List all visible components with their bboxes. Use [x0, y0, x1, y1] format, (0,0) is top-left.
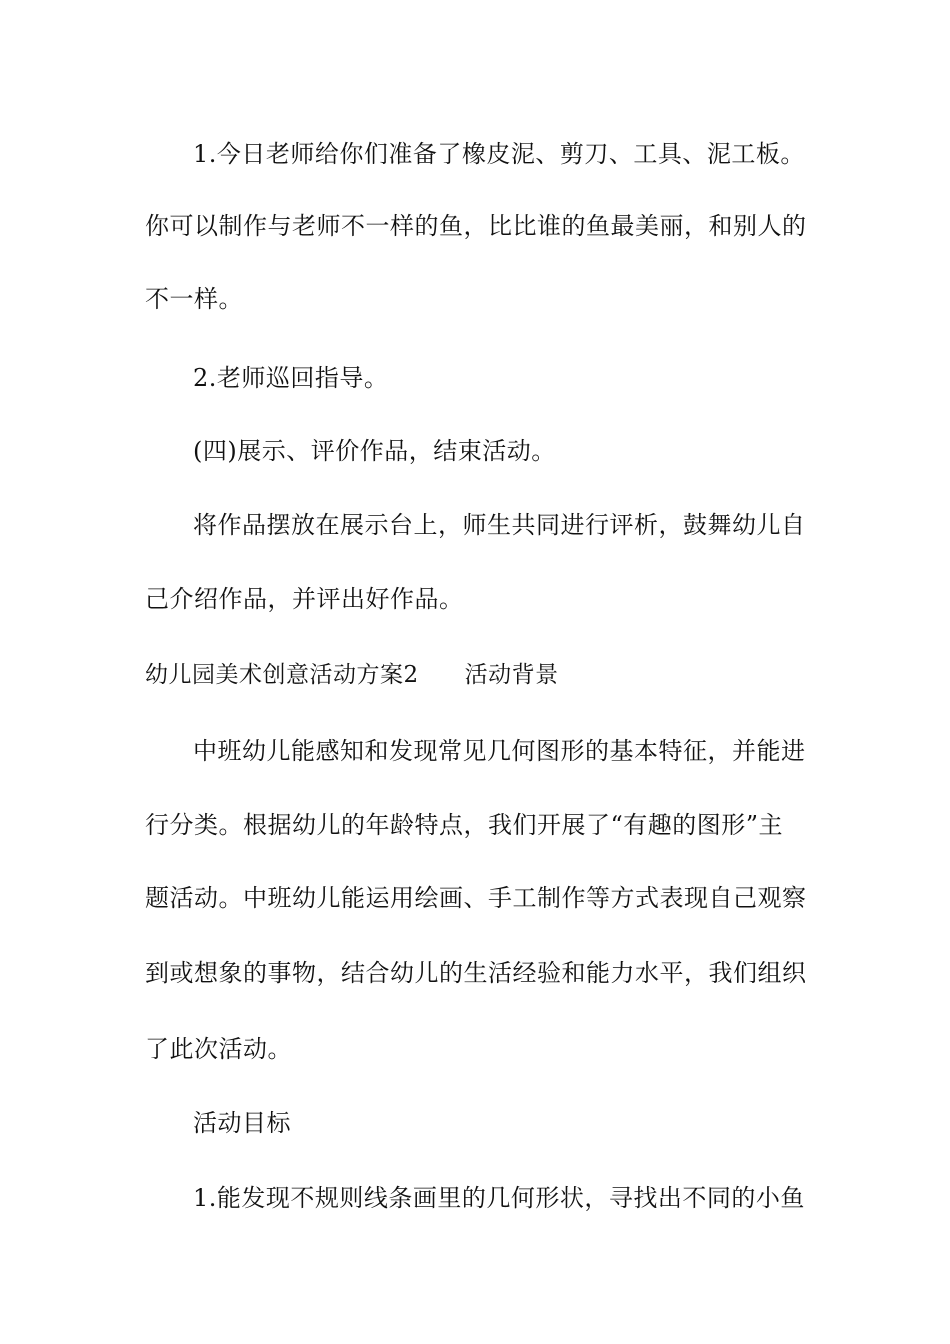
paragraph-line: 不一样。 — [145, 285, 243, 313]
paragraph-line: 你可以制作与老师不一样的鱼，比比谁的鱼最美丽，和别人的 — [145, 212, 807, 240]
section-heading: 活动目标 — [193, 1109, 291, 1137]
paragraph-line: 行分类。根据幼儿的年龄特点，我们开展了“有趣的图形”主 — [145, 811, 784, 839]
paragraph-line: 2.老师巡回指导。 — [193, 364, 389, 392]
paragraph-line: 中班幼儿能感知和发现常见几何图形的基本特征，并能进 — [193, 737, 806, 765]
paragraph-line: 己介绍作品，并评出好作品。 — [145, 585, 464, 613]
paragraph-line: 题活动。中班幼儿能运用绘画、手工制作等方式表现自己观察 — [145, 884, 807, 912]
section-heading: (四)展示、评价作品，结束活动。 — [193, 437, 556, 465]
paragraph-line: 到或想象的事物，结合幼儿的生活经验和能力水平，我们组织 — [145, 959, 807, 987]
paragraph-line: 将作品摆放在展示台上，师生共同进行评析，鼓舞幼儿自 — [193, 511, 806, 539]
paragraph-line: 了此次活动。 — [145, 1035, 292, 1063]
paragraph-line: 1.能发现不规则线条画里的几何形状，寻找出不同的小鱼 — [193, 1184, 805, 1212]
paragraph-line: 1.今日老师给你们准备了橡皮泥、剪刀、工具、泥工板。 — [193, 140, 805, 168]
document-title: 幼儿园美术创意活动方案2 — [145, 662, 419, 688]
document-heading — [145, 660, 810, 690]
section-title: 活动背景 — [464, 662, 559, 688]
